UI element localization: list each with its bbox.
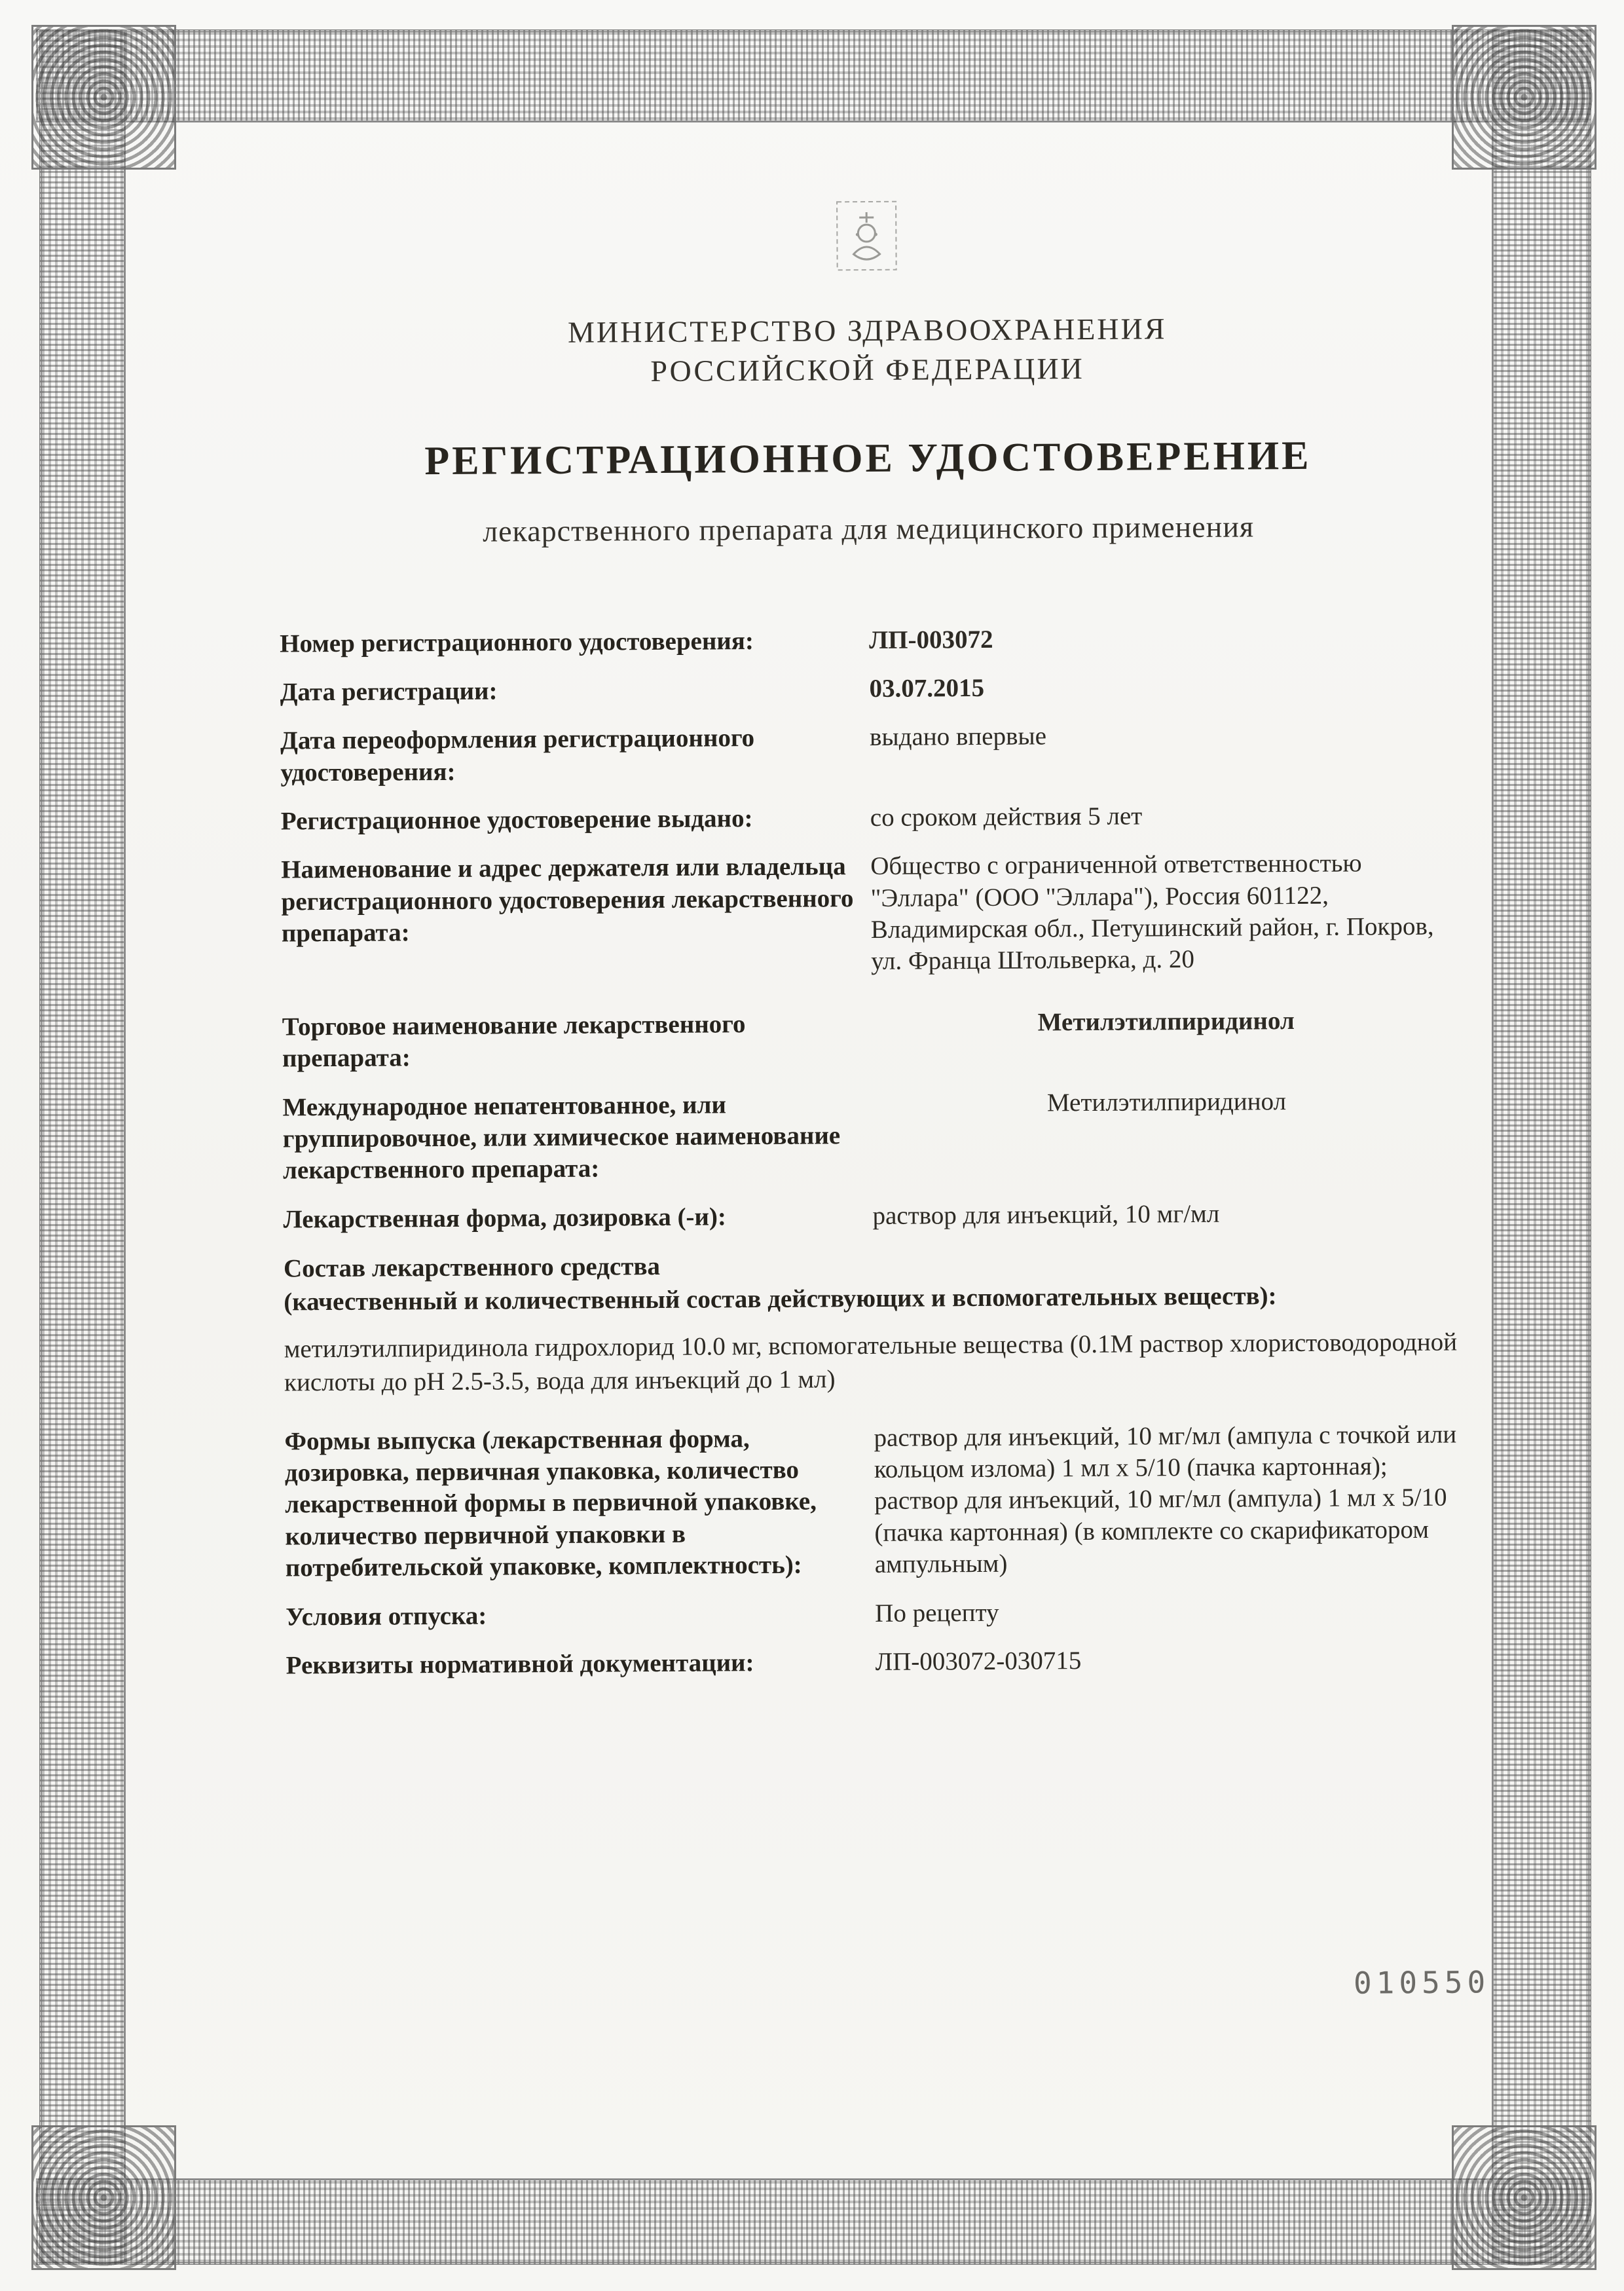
field-row-trade-name — [282, 1004, 1462, 1075]
coat-of-arms-icon — [834, 196, 900, 276]
ornate-border-top — [36, 29, 1588, 122]
field-label: Условия отпуска: — [286, 1601, 487, 1631]
field-row-release-forms — [284, 1419, 1464, 1584]
field-row-reissue-date — [280, 718, 1460, 789]
ornate-border-left — [39, 29, 126, 2265]
ornate-border-corner-bottom-right — [1452, 2125, 1596, 2270]
composition-heading-line2: (качественный и количественный состав действующих и вспомогательных веществ): — [284, 1281, 1277, 1316]
ornate-border-corner-bottom-left — [31, 2125, 176, 2270]
field-label: Дата переоформления регистрационного удостоверения: — [280, 724, 755, 787]
field-value: раствор для инъекций, 10 мг/мл (ампула с точкой или кольцом излома) 1 мл х 5/10 (пачка картонная); раствор для инъекций, 10 мг/мл (ампула) 1 мл х 5/10 (пачка картонная) (в комплекте со скарификатором ампульным) — [874, 1420, 1457, 1579]
field-value: выдано впервые — [869, 722, 1047, 752]
field-value: ЛП-003072-030715 — [875, 1646, 1082, 1676]
field-label: Наименование и адрес держателя или владельца регистрационного удостоверения лекарственного препарата: — [281, 852, 854, 948]
field-value: Метилэтилпиридинол — [1046, 1087, 1287, 1117]
field-value: раствор для инъекций, 10 мг/мл — [872, 1199, 1220, 1230]
document-subtitle: лекарственного препарата для медицинского применения — [483, 510, 1255, 548]
certificate-content — [277, 193, 1465, 1699]
field-value: со сроком действия 5 лет — [870, 802, 1143, 832]
field-label: Лекарственная форма, дозировка (-и): — [283, 1202, 727, 1234]
field-value: Метилэтилпиридинол — [1037, 1006, 1295, 1037]
field-row-inn-name — [282, 1085, 1462, 1187]
field-label: Регистрационное удостоверение выдано: — [280, 804, 753, 836]
field-label: Реквизиты нормативной документации: — [286, 1648, 754, 1680]
ornate-border-corner-top-right — [1452, 25, 1596, 170]
field-row-dispensing-conditions — [286, 1594, 1464, 1633]
document-title: РЕГИСТРАЦИОННОЕ УДОСТОВЕРЕНИЕ — [424, 433, 1312, 483]
field-row-issued-validity — [281, 799, 1460, 838]
ministry-line2: РОССИЙСКОЙ ФЕДЕРАЦИИ — [650, 351, 1084, 388]
serial-number: 010550 — [1353, 1964, 1490, 2001]
ornate-border-corner-top-left — [31, 25, 176, 170]
field-value: Общество с ограниченной ответственностью "Эллара" (ООО "Эллара"), Россия 601122, Владимирская обл., Петушинский район, г. Покров, ул. Франца Штольверка, д. 20 — [870, 849, 1434, 976]
field-value: 03.07.2015 — [869, 673, 985, 703]
composition-heading — [284, 1245, 1463, 1318]
field-label: Международное непатентованное, или группировочное, или химическое наименование лекарственного препарата: — [282, 1090, 841, 1185]
field-row-registration-date — [280, 669, 1458, 708]
ministry-line1: МИНИСТЕРСТВО ЗДРАВООХРАНЕНИЯ — [567, 312, 1167, 349]
ministry-name — [278, 308, 1457, 394]
composition-text: метилэтилпиридинола гидрохлорид 10.0 мг, вспомогательные вещества (0.1М раствор хлористоводородной кислоты до рН 2.5-3.5, вода для инъекций до 1 мл) — [284, 1328, 1458, 1397]
field-value: ЛП-003072 — [869, 625, 993, 654]
field-value: По рецепту — [875, 1598, 999, 1628]
composition-heading-line1: Состав лекарственного средства — [283, 1252, 661, 1283]
ornate-border-right — [1492, 29, 1591, 2265]
field-row-registration-number — [280, 621, 1458, 660]
field-row-dosage-form — [283, 1197, 1462, 1235]
field-row-holder-name-address — [281, 847, 1460, 981]
certificate-fields — [280, 621, 1465, 1682]
field-row-normative-docs — [286, 1643, 1465, 1681]
field-label: Формы выпуска (лекарственная форма, дозировка, первичная упаковка, количество лекарственной формы в первичной упаковке, количество первичной упаковки в потребительской упаковке, комплектность): — [284, 1424, 817, 1582]
field-label: Дата регистрации: — [280, 677, 498, 707]
field-label: Номер регистрационного удостоверения: — [280, 626, 754, 658]
field-label: Торговое наименование лекарственного препарата: — [282, 1010, 746, 1073]
ornate-border-bottom — [36, 2178, 1588, 2265]
